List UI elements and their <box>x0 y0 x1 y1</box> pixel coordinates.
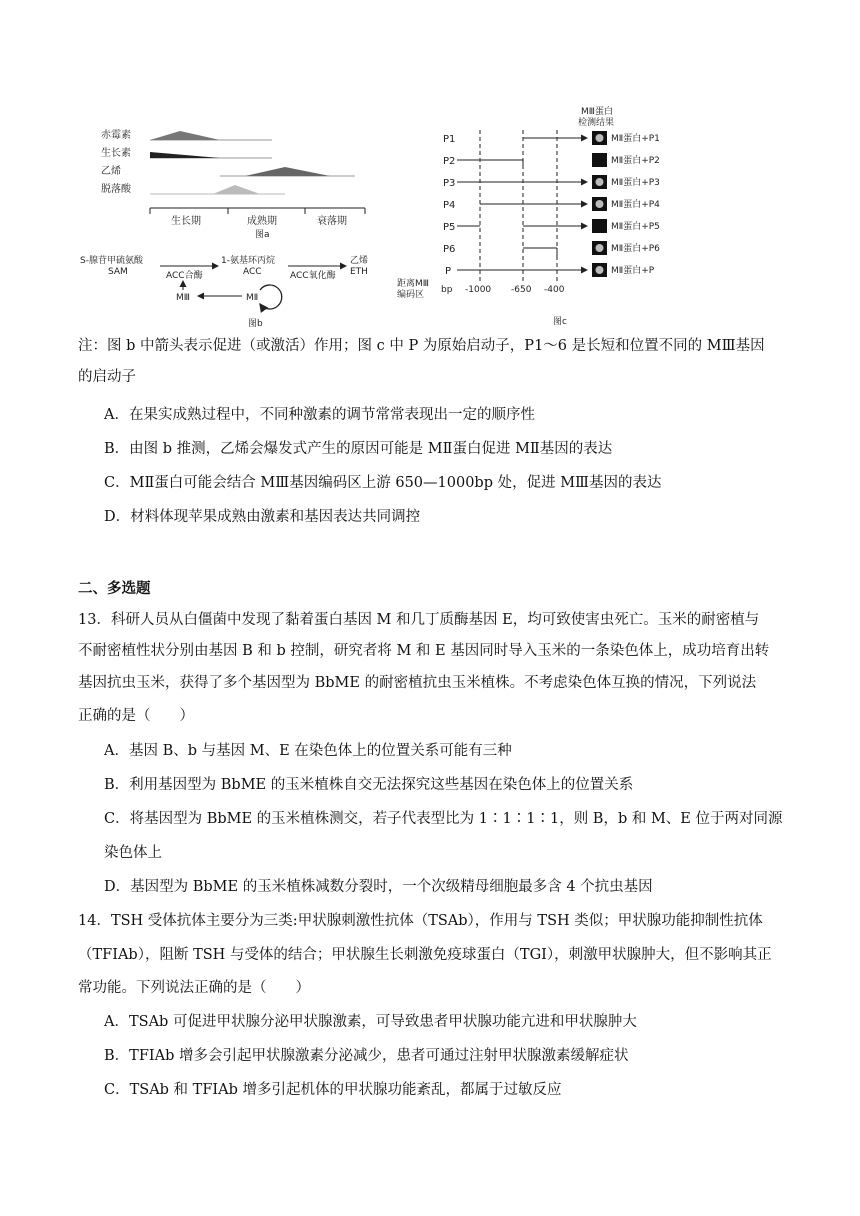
q13-option-a: A．基因 B、b 与基因 M、E 在染色体上的位置关系可能有三种 <box>104 743 512 759</box>
hormone-label-gibberellin: 赤霉素 <box>101 130 131 141</box>
axis-unit: bp <box>441 285 453 295</box>
figure-c-caption: 图c <box>553 317 567 327</box>
q12-option-d: D．材料体现苹果成熟由激素和基因表达共同调控 <box>104 509 421 525</box>
sam-abbr: SAM <box>108 267 128 277</box>
promoter-row-p1 <box>443 131 660 145</box>
acc-abbr: ACC <box>243 267 262 277</box>
stage-label-growth: 生长期 <box>171 216 201 227</box>
svg-text:P4: P4 <box>443 200 456 211</box>
q12-option-a: A．在果实成熟过程中，不同种激素的调节常常表现出一定的顺序性 <box>104 407 535 423</box>
abscisic-acid-curve <box>213 185 260 194</box>
ethylene-curve <box>245 167 330 176</box>
figure-b <box>78 250 398 332</box>
acc-synthase-label: ACC合酶 <box>166 271 203 281</box>
figure-a <box>95 120 385 245</box>
note-line-2: 的启动子 <box>78 369 136 385</box>
note-line-1: 注：图 b 中箭头表示促进（或激活）作用；图 c 中 P 为原始启动子，P1～6 是长短和位置不同的 MⅢ基因 <box>78 338 765 354</box>
hormone-label-auxin: 生长素 <box>101 148 131 159</box>
acc-oxidase-label: ACC氧化酶 <box>290 271 336 281</box>
svg-text:MⅡ蛋白+P4: MⅡ蛋白+P4 <box>611 200 660 210</box>
figure-b-caption: 图b <box>248 319 263 329</box>
svg-text:P3: P3 <box>443 178 456 189</box>
svg-text:MⅡ蛋白+P1: MⅡ蛋白+P1 <box>611 134 660 144</box>
q14-option-b: B．TFIAb 增多会引起甲状腺激素分泌减少，患者可通过注射甲状腺激素缓解症状 <box>104 1048 629 1064</box>
stage-label-ripening: 成熟期 <box>247 216 277 227</box>
figure-a-caption: 图a <box>255 230 270 240</box>
figure-c <box>395 102 725 330</box>
svg-text:MⅡ蛋白+P6: MⅡ蛋白+P6 <box>611 244 660 254</box>
m3-label: MⅢ <box>176 293 190 303</box>
q13-line-3: 基因抗虫玉米，获得了多个基因型为 BbME 的耐密植抗虫玉米植株。不考虑染色体互换的情况，下列说法 <box>78 675 757 691</box>
q14-line-2: （TFIAb），阻断 TSH 与受体的结合；甲状腺生长刺激免疫球蛋白（TGI），刺激甲状腺肿大，但不影响其正 <box>78 947 772 963</box>
sam-label: S-腺苷甲硫氨酸 <box>80 256 143 266</box>
q13-line-4: 正确的是（ ） <box>78 708 194 724</box>
eth-abbr: ETH <box>350 267 368 277</box>
promoter-row-p3 <box>443 175 660 189</box>
acc-label: 1-氨基环丙烷 <box>221 256 275 266</box>
q13-line-1: 13．科研人员从白僵菌中发现了黏着蛋白基因 M 和几丁质酶基因 E，均可致使害虫死亡。玉米的耐密植与 <box>78 612 760 628</box>
q14-line-3: 常功能。下列说法正确的是（ ） <box>78 980 310 996</box>
axis-title-line1: 距离MⅢ <box>397 279 429 289</box>
q12-option-c: C．MⅡ蛋白可能会结合 MⅢ基因编码区上游 650—1000bp 处，促进 MⅢ基因的表达 <box>104 475 662 491</box>
q13-option-c: C．将基因型为 BbME 的玉米植株测交，若子代表型比为 1∶1∶1∶1，则 B，b 和 M、E 位于两对同源 <box>104 811 783 827</box>
svg-text:MⅡ蛋白+P5: MⅡ蛋白+P5 <box>611 222 660 232</box>
hormone-label-abscisic-acid: 脱落酸 <box>101 184 131 195</box>
promoter-row-p2 <box>443 153 660 168</box>
result-header-line1: MⅢ蛋白 <box>581 107 613 117</box>
promoter-row-p6 <box>443 241 660 256</box>
svg-text:P: P <box>445 266 452 277</box>
svg-text:P5: P5 <box>443 222 456 233</box>
m2-label: MⅡ <box>246 293 259 303</box>
q14-option-a: A．TSAb 可促进甲状腺分泌甲状腺激素，可导致患者甲状腺功能亢进和甲状腺肿大 <box>104 1014 637 1030</box>
q12-option-b: B．由图 b 推测，乙烯会爆发式产生的原因可能是 MⅡ蛋白促进 MⅡ基因的表达 <box>104 441 613 457</box>
axis-tick-400: -400 <box>544 285 565 295</box>
svg-text:MⅡ蛋白+P: MⅡ蛋白+P <box>611 266 655 276</box>
hormone-label-ethylene: 乙烯 <box>101 166 121 177</box>
q14-option-c: C．TSAb 和 TFIAb 增多引起机体的甲状腺功能紊乱，都属于过敏反应 <box>104 1082 562 1098</box>
auxin-curve <box>150 152 220 158</box>
section-title: 二、多选题 <box>78 580 151 597</box>
axis-tick-1000: -1000 <box>465 285 492 295</box>
svg-text:MⅡ蛋白+P2: MⅡ蛋白+P2 <box>611 156 660 166</box>
promoter-row-p5 <box>443 219 660 233</box>
gibberellin-curve <box>150 131 220 140</box>
svg-text:P6: P6 <box>443 244 456 255</box>
svg-text:P1: P1 <box>443 134 456 145</box>
q13-line-2: 不耐密植性状分别由基因 B 和 b 控制，研究者将 M 和 E 基因同时导入玉米的一条染色体上，成功培育出转 <box>78 643 770 659</box>
q13-option-c-cont: 染色体上 <box>104 845 162 861</box>
svg-text:P2: P2 <box>443 156 456 167</box>
axis-tick-650: -650 <box>511 285 532 295</box>
promoter-row-p4 <box>443 197 660 211</box>
eth-label: 乙烯 <box>350 256 369 266</box>
svg-text:MⅡ蛋白+P3: MⅡ蛋白+P3 <box>611 178 660 188</box>
q13-option-d: D．基因型为 BbME 的玉米植株减数分裂时，一个次级精母细胞最多含 4 个抗虫基因 <box>104 879 653 895</box>
stage-label-senescence: 衰落期 <box>317 216 347 227</box>
promoter-row-p <box>445 263 655 277</box>
m2-self-loop <box>260 285 282 309</box>
axis-title-line2: 编码区 <box>397 290 425 300</box>
result-header-line2: 检测结果 <box>578 118 615 128</box>
q13-option-b: B．利用基因型为 BbME 的玉米植株自交无法探究这些基因在染色体上的位置关系 <box>104 777 634 793</box>
q14-line-1: 14．TSH 受体抗体主要分为三类:甲状腺刺激性抗体（TSAb），作用与 TSH 类似；甲状腺功能抑制性抗体 <box>78 913 763 929</box>
